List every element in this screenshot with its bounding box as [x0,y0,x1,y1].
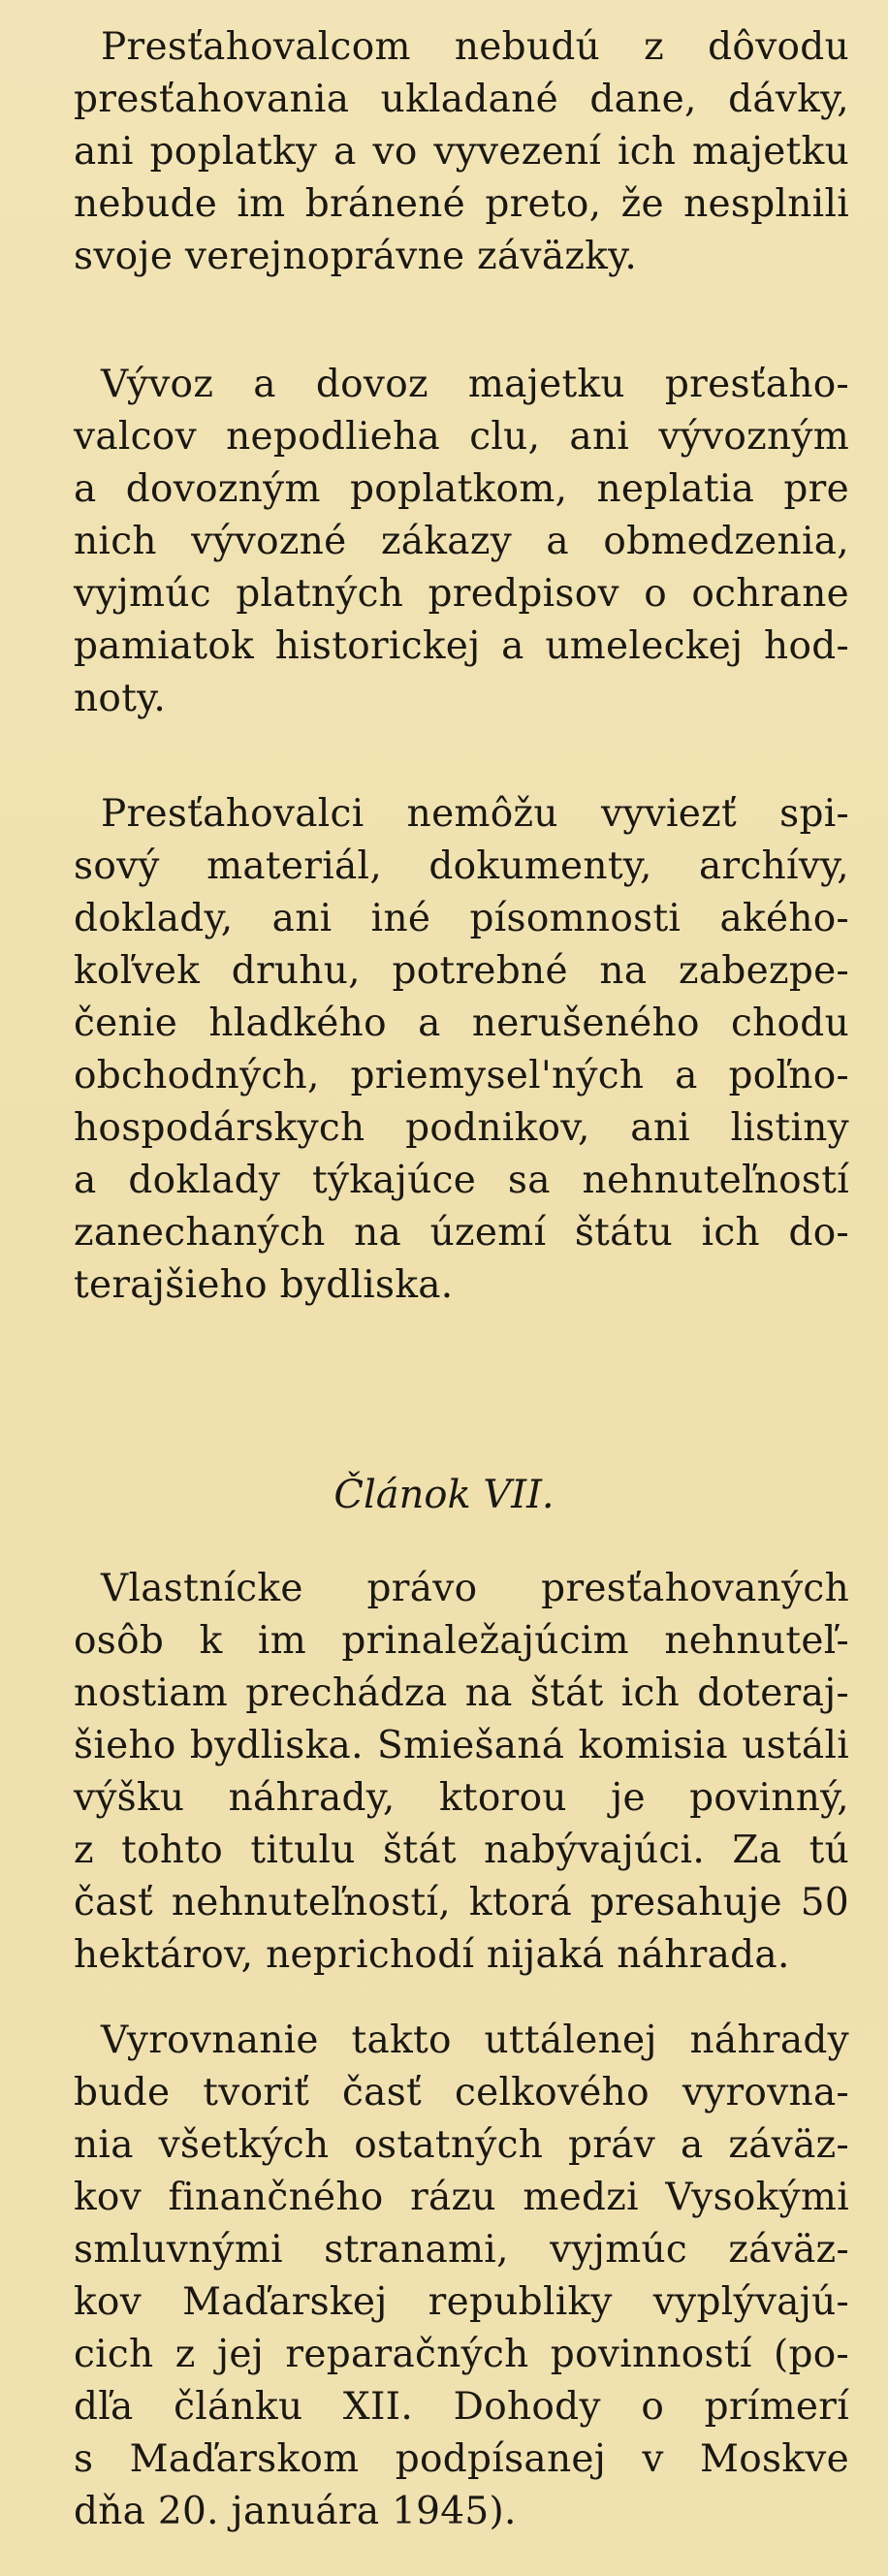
text-line: smluvnými stranami, vyjmúc záväz- [74,2228,849,2272]
text-line: cich z jej reparačných povinností (po- [74,2333,849,2376]
text-line: nia všetkých ostatných práv a záväz- [74,2123,849,2167]
text-line: Presťahovalci nemôžu vyviezť spi- [101,792,849,836]
text-line: dňa 20. januára 1945). [74,2490,517,2533]
paragraph-2 [74,359,849,725]
text-line: výšku náhrady, ktorou je povinný, [74,1776,849,1820]
text-line: Vlastnícke právo presťahovaných [101,1567,849,1610]
text-line: z tohto titulu štát nabývajúci. Za tú [74,1829,849,1872]
text-line: doklady, ani iné písomnosti akého- [74,897,849,940]
text-line: dľa článku XII. Dohody o prímerí [74,2385,849,2429]
text-line: presťahovania ukladané dane, dávky, [74,78,849,121]
text-line: Vývoz a dovoz majetku presťaho- [101,363,849,406]
text-line: kov finančného rázu medzi Vysokými [74,2176,849,2219]
text-line: a dovozným poplatkom, neplatia pre [74,467,849,511]
text-line: šieho bydliska. Smiešaná komisia ustáli [74,1724,849,1767]
text-line: nebude im bránené preto, že nesplnili [74,182,849,226]
text-line: sový materiál, dokumenty, archívy, [74,844,849,888]
paragraph-3 [74,788,849,1312]
text-line: svoje verejnoprávne záväzky. [74,235,638,278]
paragraph-5 [74,2015,849,2538]
article-heading: Článok VII. [333,1473,555,1517]
text-line: zanechaných na území štátu ich do- [74,1211,849,1255]
text-line: koľvek druhu, potrebné na zabezpe- [74,949,849,993]
paragraph-4 [74,1563,849,1982]
paragraph-1 [74,21,849,283]
text-line: valcov nepodlieha clu, ani vývozným [74,415,849,459]
text-line: Vyrovnanie takto uttálenej náhrady [101,2019,849,2062]
text-line: ani poplatky a vo vyvezení ich majetku [74,130,849,174]
text-line: obchodných, priemysel'ných a poľno- [74,1054,849,1097]
text-line: terajšieho bydliska. [74,1263,454,1307]
text-line: hospodárskych podnikov, ani listiny [74,1106,849,1150]
text-line: nostiam prechádza na štát ich doteraj- [74,1671,849,1715]
text-line: časť nehnuteľností, ktorá presahuje 50 [74,1881,849,1924]
text-line: bude tvoriť časť celkového vyrovna- [74,2071,849,2115]
text-line: s Maďarskom podpísanej v Moskve [74,2437,849,2481]
text-line: Presťahovalcom nebudú z dôvodu [101,25,849,69]
text-line: čenie hladkého a nerušeného chodu [74,1002,849,1045]
text-line: a doklady týkajúce sa nehnuteľností [74,1159,849,1202]
text-line: nich vývozné zákazy a obmedzenia, [74,520,849,563]
text-line: hektárov, neprichodí nijaká náhrada. [74,1933,790,1977]
text-line: osôb k im prinaležajúcim nehnuteľ- [74,1619,849,1663]
text-line: vyjmúc platných predpisov o ochrane [74,572,849,616]
text-line: kov Maďarskej republiky vyplývajú- [74,2280,849,2324]
text-line: pamiatok historickej a umeleckej hod- [74,624,849,668]
text-line: noty. [74,677,167,720]
